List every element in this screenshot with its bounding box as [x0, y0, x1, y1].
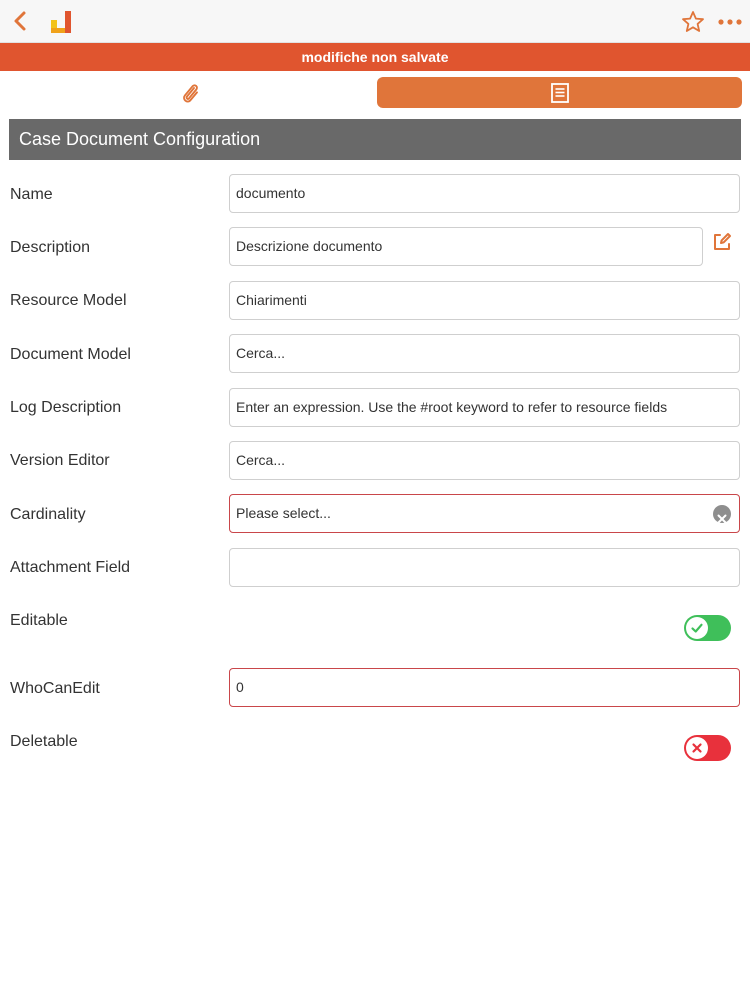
clear-icon: [713, 510, 731, 528]
description-field[interactable]: Descrizione documento: [229, 227, 703, 266]
app-logo: [48, 8, 76, 36]
editable-toggle[interactable]: [684, 615, 731, 641]
name-field[interactable]: documento: [229, 174, 740, 213]
deletable-toggle[interactable]: [684, 735, 731, 761]
name-label: Name: [10, 186, 53, 203]
deletable-label: Deletable: [10, 733, 78, 750]
editable-label: Editable: [10, 612, 68, 629]
attachment-field-label: Attachment Field: [10, 559, 131, 576]
tab-attachments[interactable]: [8, 77, 372, 108]
deletable-toggle-knob: [686, 737, 708, 759]
paperclip-icon: [179, 81, 201, 105]
document-model-label: Document Model: [10, 346, 131, 363]
who-can-edit-label: WhoCanEdit: [10, 680, 100, 697]
log-description-label: Log Description: [10, 399, 122, 416]
star-icon: [680, 9, 706, 35]
editable-toggle-knob: [686, 617, 708, 639]
document-model-search-field[interactable]: Cerca...: [229, 334, 740, 373]
edit-description-button[interactable]: [710, 230, 734, 254]
more-options-button[interactable]: [715, 9, 745, 35]
more-dots-icon: [715, 9, 745, 35]
document-icon: [550, 82, 570, 104]
resource-model-label: Resource Model: [10, 292, 127, 309]
top-bar: [0, 0, 750, 43]
cardinality-select[interactable]: [229, 494, 740, 533]
favorite-button[interactable]: [680, 9, 706, 35]
who-can-edit-field[interactable]: 0: [229, 668, 740, 707]
clear-cardinality-button[interactable]: [713, 505, 731, 523]
chevron-left-icon: [8, 8, 34, 34]
back-button[interactable]: [8, 8, 34, 34]
section-title: Case Document Configuration: [9, 119, 741, 160]
resource-model-field[interactable]: Chiarimenti: [229, 281, 740, 320]
version-editor-search-field[interactable]: Cerca...: [229, 441, 740, 480]
attachment-field-input[interactable]: [229, 548, 740, 587]
description-label: Description: [10, 239, 91, 256]
tab-document[interactable]: [377, 77, 742, 108]
cardinality-placeholder: Please select...: [236, 505, 331, 521]
edit-icon: [710, 230, 734, 254]
cardinality-label: Cardinality: [10, 506, 86, 523]
check-icon: [690, 621, 704, 635]
x-icon: [690, 741, 704, 755]
version-editor-label: Version Editor: [10, 452, 110, 469]
unsaved-changes-banner: modifiche non salvate: [0, 43, 750, 71]
log-description-field[interactable]: Enter an expression. Use the #root keyword to refer to resource fields: [229, 388, 740, 427]
